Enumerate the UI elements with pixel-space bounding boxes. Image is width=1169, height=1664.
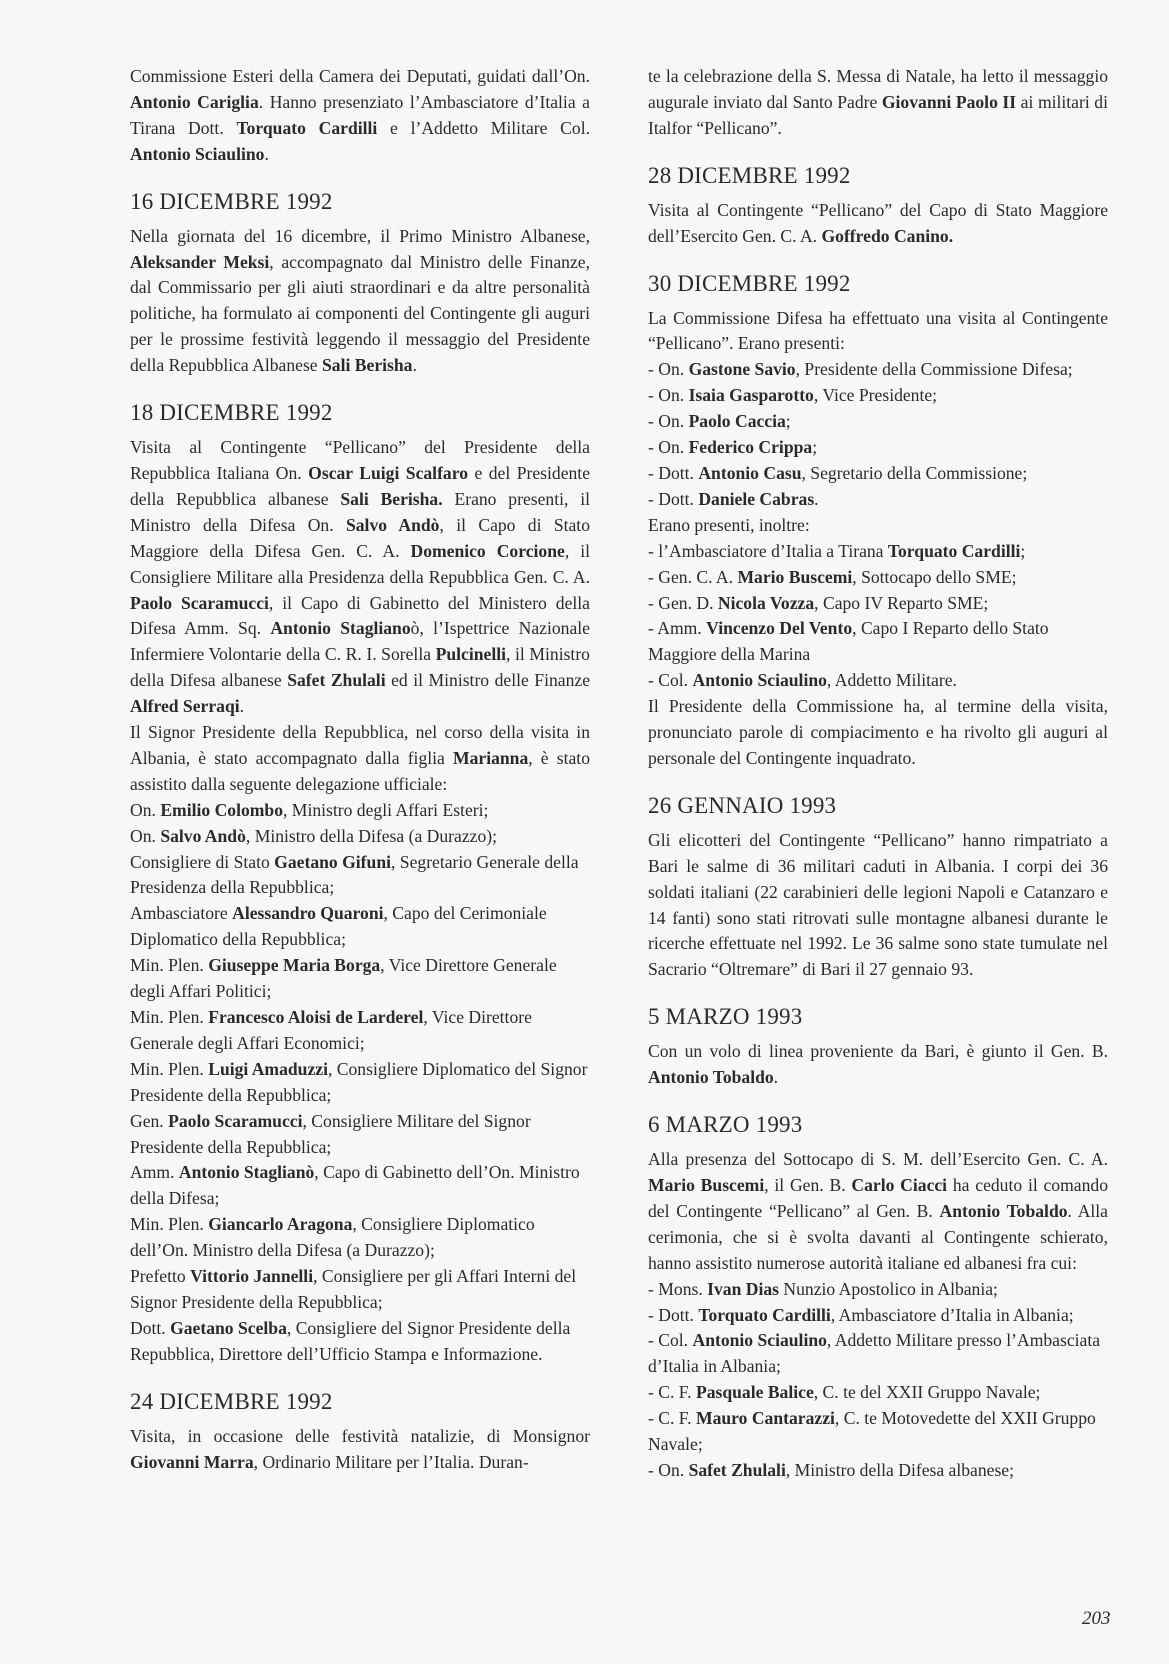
bold-name: Safet Zhulali xyxy=(287,670,386,691)
bold-name: Antonio Sciaulino xyxy=(692,670,827,691)
bold-name: Torquato Cardilli xyxy=(698,1304,831,1325)
list-line xyxy=(648,668,1108,694)
list-line xyxy=(648,383,1108,409)
text-run: Il Signor Presidente della Repubblica, nel corso della visita in Albania, è stato accompagnato dalla figlia xyxy=(130,722,590,768)
text-run: , Consigliere Diplomatico del Signor Presidente della Repubblica; xyxy=(130,1058,588,1105)
text-run: , Segretario della Commissione; xyxy=(801,462,1028,483)
text-run: , Capo del Cerimoniale Diplomatico della Repubblica; xyxy=(130,903,547,950)
bold-name: Salvo Andò xyxy=(345,514,440,535)
bold-name: Sali Berisha xyxy=(322,355,413,376)
text-run: , Segretario Generale della Presidenza della Repubblica; xyxy=(130,851,579,898)
bold-name: Mauro Cantarazzi xyxy=(695,1408,835,1429)
bold-name: Pulcinelli xyxy=(435,644,506,665)
text-run: , il Gen. B. xyxy=(764,1175,852,1195)
text-run: e l’Addetto Militare Col. xyxy=(377,117,591,138)
bold-name: Carlo Ciacci xyxy=(851,1175,948,1195)
text-run: - C. F. xyxy=(648,1382,696,1403)
list-line xyxy=(130,1316,590,1368)
text-run: - On. xyxy=(648,411,689,432)
bold-name: Torquato Cardilli xyxy=(887,540,1021,561)
list-line xyxy=(130,798,590,824)
bold-name: Antonio Cariglia xyxy=(130,91,259,112)
list-line xyxy=(648,487,1108,513)
text-run: ò, l’Ispettrice Nazionale Infermiere Volontarie della C. R. I. Sorella xyxy=(130,618,590,665)
text-run: - On. xyxy=(648,385,689,406)
list-line xyxy=(648,461,1108,487)
text-run: , il Ministro della Difesa albanese xyxy=(130,644,590,691)
text-run: , C. te Motovedette del XXII Gruppo Navale; xyxy=(648,1408,1096,1455)
text-run: ai militari di Italfor “Pellicano”. xyxy=(648,91,1108,138)
text-run: Min. Plen. xyxy=(130,1058,209,1079)
page-number: 203 xyxy=(1082,1608,1111,1629)
list-line xyxy=(648,1406,1108,1458)
text-run: . xyxy=(239,696,245,717)
list-line xyxy=(130,953,590,1005)
text-run: , Consigliere Militare del Signor Presidente della Repubblica; xyxy=(130,1110,531,1157)
paragraph xyxy=(130,64,590,168)
text-run: - On. xyxy=(648,437,689,458)
list-line xyxy=(648,616,1108,668)
text-run: Prefetto xyxy=(130,1266,191,1287)
bold-name: Paolo Scaramucci xyxy=(168,1110,303,1131)
text-run: Alla presenza del Sottocapo di S. M. dell’Esercito Gen. C. A. xyxy=(648,1149,1108,1170)
text-run: , Sottocapo dello SME; xyxy=(852,566,1017,587)
bold-name: Francesco Aloisi de Larderel xyxy=(208,1007,424,1027)
text-run: Consigliere di Stato xyxy=(130,851,275,872)
text-run: On. xyxy=(130,799,161,820)
text-run: - Mons. xyxy=(648,1278,708,1299)
bold-name: Giancarlo Aragona xyxy=(208,1214,353,1235)
text-run: , Consigliere Diplomatico dell’On. Ministro della Difesa (a Durazzo); xyxy=(130,1214,535,1261)
text-run: ; xyxy=(785,411,791,432)
text-run: , è stato assistito dalla seguente delegazione ufficiale: xyxy=(130,747,590,794)
text-run: Erano presenti, inoltre: xyxy=(648,514,810,535)
text-run: - Gen. C. A. xyxy=(648,566,738,587)
section-heading: 24 DICEMBRE 1992 xyxy=(130,1388,333,1414)
paragraph xyxy=(130,224,590,379)
text-run: Min. Plen. xyxy=(130,1007,209,1027)
text-run: - l’Ambasciatore d’Italia a Tirana xyxy=(648,540,888,561)
section-heading: 6 MARZO 1993 xyxy=(648,1112,803,1138)
text-run: Amm. xyxy=(130,1162,179,1183)
list-line xyxy=(648,1380,1108,1406)
text-run: , Presidente della Commissione Difesa; xyxy=(795,359,1073,380)
text-run: Visita al Contingente “Pellicano” del Capo di Stato Maggiore dell’Esercito Gen. C. A. xyxy=(648,199,1108,246)
text-run: , Capo IV Reparto SME; xyxy=(814,592,989,613)
bold-name: Giovanni Paolo II xyxy=(881,91,1017,112)
bold-name: Giovanni Marra xyxy=(130,1451,254,1472)
bold-name: Gaetano Gifuni xyxy=(274,851,391,872)
bold-name: Gastone Savio xyxy=(688,359,796,380)
text-run: , Ministro della Difesa (a Durazzo); xyxy=(245,825,497,846)
text-run: , Capo di Gabinetto dell’On. Ministro della Difesa; xyxy=(130,1162,580,1209)
list-line xyxy=(648,513,1108,539)
bold-name: Antonio Staglianò xyxy=(178,1162,315,1183)
text-run: , il Consigliere Militare alla Presidenza della Repubblica Gen. C. A. xyxy=(130,540,590,587)
bold-name: Domenico Corcione xyxy=(410,540,565,561)
text-run: , Ministro degli Affari Esteri; xyxy=(283,799,489,820)
section-heading: 5 MARZO 1993 xyxy=(648,1004,803,1030)
text-run: - Amm. xyxy=(648,618,707,639)
section-heading: 18 DICEMBRE 1992 xyxy=(130,400,333,426)
list-line xyxy=(130,824,590,850)
paragraph xyxy=(648,828,1108,983)
text-run: Ambasciatore xyxy=(130,903,233,924)
bold-name: Torquato Cardilli xyxy=(236,117,378,138)
text-run: , il Capo di Gabinetto del Ministero della Difesa Amm. Sq. xyxy=(130,592,590,639)
bold-name: Luigi Amaduzzi xyxy=(208,1058,328,1079)
bold-name: Safet Zhulali xyxy=(688,1459,786,1480)
text-run: - Col. xyxy=(648,1330,693,1351)
list-line xyxy=(648,565,1108,591)
bold-name: Antonio Tobaldo xyxy=(939,1200,1068,1221)
text-run: , Consigliere per gli Affari Interni del Signor Presidente della Repubblica; xyxy=(130,1266,577,1312)
bold-name: Antonio Sciaulino xyxy=(130,143,265,164)
bold-name: Antonio Tobaldo xyxy=(648,1067,774,1088)
text-run: . xyxy=(412,355,417,376)
text-run: . xyxy=(773,1067,779,1088)
bold-name: Federico Crippa xyxy=(688,437,813,458)
left-column xyxy=(130,64,590,1476)
text-run: Visita, in occasione delle festività natalizie, di Monsignor xyxy=(130,1425,590,1446)
text-run: Nella giornata del 16 dicembre, il Primo Ministro Albanese, xyxy=(130,225,590,246)
text-run: . Alla cerimonia, che si è svolta davanti al Contingente schierato, hanno assistito numerose autorità italiane ed albanesi fra cui: xyxy=(648,1200,1108,1273)
text-run: . xyxy=(264,143,269,164)
paragraph xyxy=(648,694,1108,772)
bold-name: Isaia Gasparotto xyxy=(688,385,814,406)
text-run: , Vice Direttore Generale degli Affari Economici; xyxy=(130,1007,532,1053)
paragraph xyxy=(648,1039,1108,1091)
text-run: - Dott. xyxy=(648,488,699,509)
text-run: - C. F. xyxy=(648,1408,696,1429)
section-heading: 16 DICEMBRE 1992 xyxy=(130,188,333,214)
list-line xyxy=(648,435,1108,461)
text-run: te la celebrazione della S. Messa di Natale, ha letto il messaggio augurale inviato dal Santo Padre xyxy=(648,66,1108,112)
text-run: Visita al Contingente “Pellicano” del Presidente della Repubblica Italiana On. xyxy=(130,437,590,483)
bold-name: Mario Buscemi xyxy=(648,1175,765,1195)
text-run: Min. Plen. xyxy=(130,955,209,976)
list-line xyxy=(648,1458,1108,1484)
text-run: On. xyxy=(130,825,161,846)
text-run: , il Capo di Stato Maggiore della Difesa Gen. C. A. xyxy=(130,514,590,561)
text-run: Min. Plen. xyxy=(130,1214,209,1235)
list-line xyxy=(130,1057,590,1109)
text-run: - On. xyxy=(648,1459,689,1480)
section-heading: 26 GENNAIO 1993 xyxy=(648,792,837,818)
bold-name: Vincenzo Del Vento xyxy=(706,618,853,639)
bold-name: Paolo Caccia xyxy=(688,411,786,432)
list-line xyxy=(648,1328,1108,1380)
bold-name: Antonio Stagliano xyxy=(270,618,411,639)
bold-name: Sali Berisha. xyxy=(340,488,443,509)
paragraph xyxy=(130,1424,590,1476)
text-run: ed il Ministro delle Finanze xyxy=(385,670,590,691)
text-run: , C. te del XXII Gruppo Navale; xyxy=(813,1382,1041,1403)
section-heading: 30 DICEMBRE 1992 xyxy=(648,270,851,296)
list-line xyxy=(648,409,1108,435)
text-run: La Commissione Difesa ha effettuato una visita al Contingente “Pellicano”. Erano presenti: xyxy=(648,307,1108,354)
list-line xyxy=(648,539,1108,565)
text-run: , Vice Direttore Generale degli Affari Politici; xyxy=(130,955,557,1002)
paragraph xyxy=(648,1147,1108,1277)
text-run: Gli elicotteri del Contingente “Pellicano” hanno rimpatriato a Bari le salme di 36 militari caduti in Albania. I corpi dei 36 soldati italiani (22 carabinieri delle legioni Napoli e Catanzaro e 14 fanti) sono stati ritrovati sulle montagne albanesi durante le ricerche effettuate nel 1992. Le 36 salme sono state tumulate nel Sacrario “Oltremare” di Bari il 27 gennaio 93. xyxy=(648,829,1108,980)
text-run: Dott. xyxy=(130,1317,171,1338)
bold-name: Mario Buscemi xyxy=(737,566,853,587)
right-column xyxy=(648,64,1108,1484)
text-run: , accompagnato dal Ministro delle Finanze, dal Commissario per gli aiuti straordinari e da altre personalità politiche, ha formulato ai componenti del Contingente gli auguri per le prossime festività leggendo il messaggio del Presidente della Repubblica Albanese xyxy=(130,251,590,376)
list-line xyxy=(130,1212,590,1264)
list-line xyxy=(130,1160,590,1212)
bold-name: Salvo Andò xyxy=(160,825,246,846)
list-line xyxy=(130,1109,590,1161)
text-run: , Ordinario Militare per l’Italia. Duran- xyxy=(253,1451,529,1472)
list-line xyxy=(648,357,1108,383)
text-run: Nunzio Apostolico in Albania; xyxy=(779,1278,998,1299)
list-line xyxy=(130,1005,590,1057)
bold-name: Paolo Scaramucci xyxy=(130,592,269,613)
text-run: , Capo I Reparto dello Stato Maggiore della Marina xyxy=(648,618,1049,665)
list-line xyxy=(130,1264,590,1316)
text-run: . Hanno presenziato l’Ambasciatore d’Italia a Tirana Dott. xyxy=(130,91,590,138)
section-heading: 28 DICEMBRE 1992 xyxy=(648,162,851,188)
text-run: Commissione Esteri della Camera dei Deputati, guidati dall’On. xyxy=(130,66,590,86)
text-run: - Dott. xyxy=(648,1304,699,1325)
text-run: Gen. xyxy=(130,1110,169,1131)
text-run: Con un volo di linea proveniente da Bari, è giunto il Gen. B. xyxy=(648,1041,1108,1062)
text-run: , Consigliere del Signor Presidente della Repubblica, Direttore dell’Ufficio Stampa e Informazione. xyxy=(130,1317,571,1364)
text-run: ha ceduto il comando del Contingente “Pellicano” al Gen. B. xyxy=(648,1175,1108,1221)
paragraph xyxy=(648,64,1108,142)
bold-name: Emilio Colombo xyxy=(160,799,283,820)
list-line xyxy=(648,1303,1108,1329)
bold-name: Alfred Serraqi xyxy=(130,696,240,717)
text-run: Il Presidente della Commissione ha, al termine della visita, pronunciato parole di compiacimento e ha rivolto gli auguri al personale del Contingente inquadrato. xyxy=(648,696,1108,768)
text-run: ; xyxy=(1020,540,1026,561)
bold-name: Alessandro Quaroni xyxy=(232,903,384,924)
bold-name: Marianna xyxy=(452,747,529,768)
bold-name: Aleksander Meksi xyxy=(130,251,270,272)
list-line xyxy=(130,901,590,953)
paragraph xyxy=(648,306,1108,358)
list-line xyxy=(648,1277,1108,1303)
bold-name: Nicola Vozza xyxy=(717,592,815,613)
text-run: e del Presidente della Repubblica albanese xyxy=(130,462,590,509)
list-line xyxy=(130,850,590,902)
text-run: - Dott. xyxy=(648,462,699,483)
text-run: , Ministro della Difesa albanese; xyxy=(785,1459,1015,1480)
text-run: , Addetto Militare. xyxy=(826,670,957,691)
text-run: - On. xyxy=(648,359,689,380)
bold-name: Goffredo Canino. xyxy=(821,225,954,246)
text-run: Erano presenti, il Ministro della Difesa On. xyxy=(130,488,591,535)
bold-name: Giuseppe Maria Borga xyxy=(208,955,381,976)
bold-name: Antonio Sciaulino xyxy=(692,1330,827,1351)
paragraph xyxy=(130,720,590,798)
bold-name: Ivan Dias xyxy=(707,1278,780,1299)
bold-name: Daniele Cabras xyxy=(698,488,815,509)
text-run: ; xyxy=(812,437,818,458)
text-run: , Ambasciatore d’Italia in Albania; xyxy=(830,1304,1074,1325)
text-run: - Col. xyxy=(648,670,693,691)
bold-name: Oscar Luigi Scalfaro xyxy=(308,462,469,483)
paragraph xyxy=(130,435,590,720)
paragraph xyxy=(648,198,1108,250)
text-run: , Addetto Militare presso l’Ambasciata d’Italia in Albania; xyxy=(648,1330,1101,1377)
list-line xyxy=(648,591,1108,617)
bold-name: Vittorio Jannelli xyxy=(190,1266,314,1287)
bold-name: Antonio Casu xyxy=(698,462,802,483)
bold-name: Pasquale Balice xyxy=(695,1382,814,1403)
text-run: - Gen. D. xyxy=(648,592,718,613)
bold-name: Gaetano Scelba xyxy=(170,1317,287,1338)
text-run: . xyxy=(814,488,819,509)
text-run: , Vice Presidente; xyxy=(813,385,938,406)
